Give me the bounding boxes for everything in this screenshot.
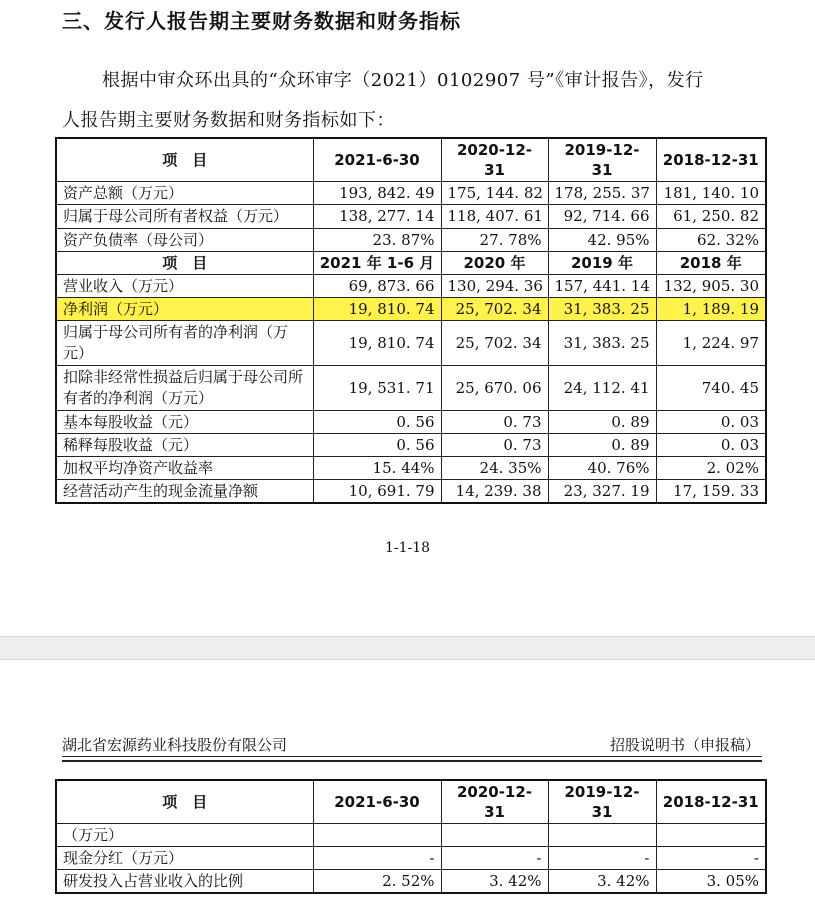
header-cell: 2018-12-31	[656, 138, 766, 182]
row-label: 营业收入（万元）	[56, 275, 313, 298]
value-cell: 193, 842. 49	[313, 182, 441, 205]
table-row	[56, 182, 766, 205]
header-cell: 2019-12-31	[548, 780, 656, 824]
value-cell	[656, 824, 766, 847]
value-cell	[441, 824, 548, 847]
value-cell: 62. 32%	[656, 229, 766, 252]
table-row	[56, 205, 766, 229]
table-row	[56, 870, 766, 894]
document-name: 招股说明书（申报稿）	[609, 736, 760, 754]
value-cell: -	[656, 847, 766, 870]
value-cell: 31, 383. 25	[548, 321, 656, 366]
value-cell: -	[313, 847, 441, 870]
highlighted-table-row	[56, 298, 766, 321]
value-cell: 42. 95%	[548, 229, 656, 252]
value-cell: -	[548, 847, 656, 870]
value-cell: 178, 255. 37	[548, 182, 656, 205]
value-cell: 25, 702. 34	[441, 321, 548, 366]
value-cell: 0. 56	[313, 411, 441, 434]
row-label: 研发投入占营业收入的比例	[56, 870, 313, 894]
header-cell: 2021 年 1-6 月	[313, 252, 441, 275]
value-cell: 27. 78%	[441, 229, 548, 252]
header-cell: 2018 年	[656, 252, 766, 275]
row-label: 加权平均净资产收益率	[56, 457, 313, 480]
value-cell: 3. 05%	[656, 870, 766, 894]
value-cell	[548, 824, 656, 847]
row-label: （万元）	[56, 824, 313, 847]
table-row	[56, 229, 766, 252]
table-row	[56, 824, 766, 847]
value-cell: -	[441, 847, 548, 870]
value-cell: 14, 239. 38	[441, 480, 548, 504]
value-cell: 175, 144. 82	[441, 182, 548, 205]
value-cell: 132, 905. 30	[656, 275, 766, 298]
value-cell: 15. 44%	[313, 457, 441, 480]
header-cell: 项 目	[56, 138, 313, 182]
value-cell: 92, 714. 66	[548, 205, 656, 229]
value-cell	[313, 824, 441, 847]
header-cell: 2021-6-30	[313, 138, 441, 182]
value-cell: 1, 224. 97	[656, 321, 766, 366]
row-label: 基本每股收益（元）	[56, 411, 313, 434]
value-cell: 0. 89	[548, 411, 656, 434]
header-cell: 2020 年	[441, 252, 548, 275]
value-cell: 2. 52%	[313, 870, 441, 894]
value-cell: 0. 73	[441, 434, 548, 457]
header-cell: 2019 年	[548, 252, 656, 275]
financial-data-table-continued	[55, 779, 767, 894]
row-label: 稀释每股收益（元）	[56, 434, 313, 457]
header-cell: 2021-6-30	[313, 780, 441, 824]
table-row	[56, 434, 766, 457]
value-cell: 0. 73	[441, 411, 548, 434]
value-cell: 19, 810. 74	[313, 321, 441, 366]
value-cell: 17, 159. 33	[656, 480, 766, 504]
value-cell: 118, 407. 61	[441, 205, 548, 229]
table-row	[56, 275, 766, 298]
value-cell: 31, 383. 25	[548, 298, 656, 321]
intro-paragraph-line1: 根据中审众环出具的“众环审字（2021）0102907 号”《审计报告》，发行	[102, 70, 704, 91]
table-row	[56, 480, 766, 504]
table-row	[56, 847, 766, 870]
row-label: 净利润（万元）	[56, 298, 313, 321]
section-heading: 三、发行人报告期主要财务数据和财务指标	[62, 9, 461, 33]
table-header-row	[56, 780, 766, 824]
value-cell: 24. 35%	[441, 457, 548, 480]
value-cell: 1, 189. 19	[656, 298, 766, 321]
header-cell: 2018-12-31	[656, 780, 766, 824]
value-cell: 130, 294. 36	[441, 275, 548, 298]
page-break	[0, 636, 815, 660]
row-label: 归属于母公司所有者的净利润（万元）	[56, 321, 313, 366]
table-row	[56, 411, 766, 434]
table-row	[56, 321, 766, 366]
value-cell: 19, 810. 74	[313, 298, 441, 321]
value-cell: 181, 140. 10	[656, 182, 766, 205]
value-cell: 10, 691. 79	[313, 480, 441, 504]
header-cell: 项 目	[56, 780, 313, 824]
header-cell: 2020-12-31	[441, 780, 548, 824]
value-cell: 2. 02%	[656, 457, 766, 480]
value-cell: 0. 03	[656, 434, 766, 457]
value-cell: 25, 702. 34	[441, 298, 548, 321]
value-cell: 24, 112. 41	[548, 366, 656, 411]
value-cell: 40. 76%	[548, 457, 656, 480]
value-cell: 740. 45	[656, 366, 766, 411]
value-cell: 0. 89	[548, 434, 656, 457]
value-cell: 0. 03	[656, 411, 766, 434]
table-subheader-row	[56, 252, 766, 275]
value-cell: 19, 531. 71	[313, 366, 441, 411]
value-cell: 23. 87%	[313, 229, 441, 252]
value-cell: 3. 42%	[548, 870, 656, 894]
table-row	[56, 366, 766, 411]
row-label: 扣除非经常性损益后归属于母公司所有者的净利润（万元）	[56, 366, 313, 411]
value-cell: 157, 441. 14	[548, 275, 656, 298]
value-cell: 23, 327. 19	[548, 480, 656, 504]
value-cell: 3. 42%	[441, 870, 548, 894]
row-label: 资产总额（万元）	[56, 182, 313, 205]
row-label: 归属于母公司所有者权益（万元）	[56, 205, 313, 229]
intro-paragraph-line2: 人报告期主要财务数据和财务指标如下：	[62, 110, 395, 131]
header-cell: 2020-12-31	[441, 138, 548, 182]
company-name: 湖北省宏源药业科技股份有限公司	[62, 736, 288, 754]
row-label: 现金分红（万元）	[56, 847, 313, 870]
page-number: 1-1-18	[384, 540, 431, 556]
row-label: 经营活动产生的现金流量净额	[56, 480, 313, 504]
value-cell: 138, 277. 14	[313, 205, 441, 229]
running-header	[62, 732, 762, 757]
row-label: 资产负债率（母公司）	[56, 229, 313, 252]
header-rule	[62, 760, 762, 762]
value-cell: 69, 873. 66	[313, 275, 441, 298]
financial-data-table	[55, 137, 767, 504]
header-cell: 项 目	[56, 252, 313, 275]
table-row	[56, 457, 766, 480]
table-header-row	[56, 138, 766, 182]
value-cell: 0. 56	[313, 434, 441, 457]
header-cell: 2019-12-31	[548, 138, 656, 182]
value-cell: 61, 250. 82	[656, 205, 766, 229]
value-cell: 25, 670. 06	[441, 366, 548, 411]
